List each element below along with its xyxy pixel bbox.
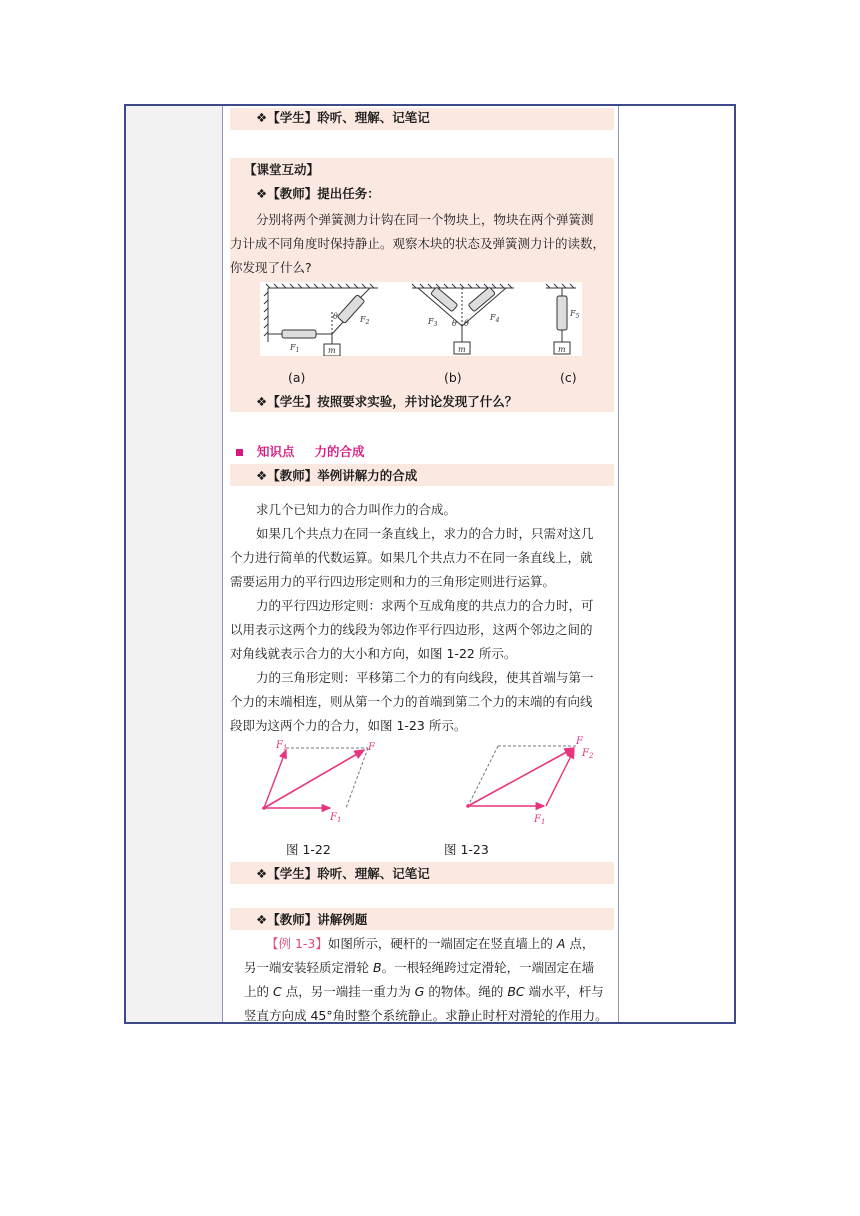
- paragraph-line: 对角线就表示合力的大小和方向，如图 1-22 所示。: [230, 646, 517, 661]
- vector-label-f: F: [368, 742, 375, 753]
- theta-label-b2: θ: [464, 319, 469, 328]
- paragraph-line: 需要运用力的平行四边形定则和力的三角形定则进行运算。: [230, 574, 556, 589]
- section-heading: 【课堂互动】: [244, 162, 320, 177]
- paragraph-line: 个力的末端相连，则从第一个力的首端到第二个力的末端的有向线: [230, 694, 593, 709]
- theta-label-a: θ: [333, 312, 338, 321]
- vector-label-f2: $F_2$: [582, 748, 594, 760]
- paragraph-line: 力计成不同角度时保持静止。观察木块的状态及弹簧测力计的读数，: [230, 236, 606, 251]
- paragraph-line: 段即为这两个力的合力，如图 1-23 所示。: [230, 718, 467, 733]
- f3-label: $F_3$: [428, 317, 438, 328]
- example-line-1: 【例 1-3】如图所示，硬杆的一端固定在竖直墙上的 A 点，: [266, 936, 595, 951]
- figure-caption-1-23: 图 1-23: [444, 842, 489, 857]
- figure-caption-a: (a): [288, 370, 306, 385]
- student-listen-row: ❖【学生】聆听、理解、记笔记: [256, 110, 430, 125]
- fig-1-23: [466, 746, 576, 808]
- teacher-example-row: ❖【教师】举例讲解力的合成: [256, 468, 418, 483]
- theta-label-b1: θ: [452, 319, 457, 328]
- vector-label-f1-top: $F_1$: [276, 740, 288, 752]
- student-listen-row-2: ❖【学生】聆听、理解、记笔记: [256, 866, 430, 881]
- paragraph-line: 个力进行简单的代数运算。如果几个共点力不在同一条直线上，就: [230, 550, 593, 565]
- vector-label-f1-bottom: $F_1$: [330, 812, 342, 824]
- figure-caption-c: (c): [560, 370, 577, 385]
- f2-label: $F_2$: [360, 315, 370, 326]
- teacher-task-row: ❖【教师】提出任务：: [256, 186, 380, 201]
- example-line-3: 上的 C 点，另一端挂一重力为 G 的物体。绳的 BC 端水平，杆与: [244, 984, 604, 999]
- spring-scale-figure: [260, 282, 582, 356]
- paragraph-line: 如果几个共点力在同一条直线上，求力的合力时，只需对这几: [256, 526, 594, 541]
- fig-1-22: [262, 748, 368, 810]
- knowledge-point-heading: 知识点 力的合成: [230, 442, 614, 462]
- f1-label: $F_1$: [290, 343, 300, 354]
- f5-label: $F_5$: [570, 309, 580, 320]
- paragraph-line: 求几个已知力的合力叫作力的合成。: [256, 502, 457, 517]
- vector-label-f-23: F: [576, 736, 583, 747]
- paragraph-line: 以用表示这两个力的线段为邻边作平行四边形，这两个邻边之间的: [230, 622, 593, 637]
- left-column: [126, 106, 223, 1022]
- student-experiment-row: ❖【学生】按照要求实验，并讨论发现了什么？: [256, 394, 518, 409]
- paragraph-line: 分别将两个弹簧测力计钩在同一个物块上，物块在两个弹簧测: [256, 212, 594, 227]
- example-line-4: 竖直方向成 45°角时整个系统静止。求静止时杆对滑轮的作用力。: [244, 1008, 608, 1023]
- paragraph-line: 你发现了什么?: [230, 260, 312, 275]
- right-column: [618, 106, 734, 1022]
- mass-label-a: m: [328, 346, 336, 355]
- figure-caption-1-22: 图 1-22: [286, 842, 331, 857]
- paragraph-line: 力的平行四边形定则：求两个互成角度的共点力的合力时，可: [256, 598, 594, 613]
- square-bullet-icon: [236, 449, 243, 456]
- vector-diagrams: [250, 736, 610, 826]
- mass-label-b: m: [458, 345, 466, 354]
- mass-label-c: m: [558, 345, 566, 354]
- paragraph-line: 力的三角形定则：平移第二个力的有向线段，使其首端与第一: [256, 670, 594, 685]
- example-line-2: 另一端安装轻质定滑轮 B。一根轻绳跨过定滑轮，一端固定在墙: [244, 960, 595, 975]
- teacher-worked-example-row: ❖【教师】讲解例题: [256, 912, 368, 927]
- figure-caption-b: (b): [444, 370, 462, 385]
- f4-label: $F_4$: [490, 313, 500, 324]
- lesson-table: [124, 104, 736, 1024]
- vector-label-f1-23: $F_1$: [534, 814, 546, 826]
